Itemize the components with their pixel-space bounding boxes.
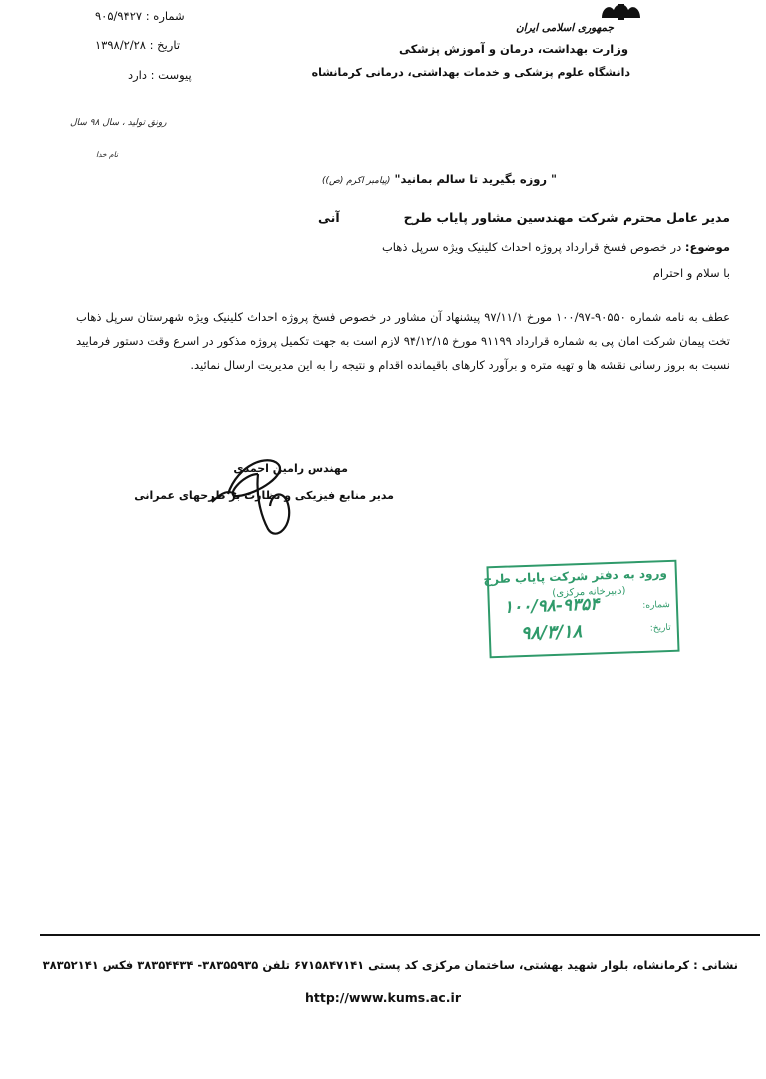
stamp-date-value: ۹۸/۳/۱۸ (520, 621, 583, 645)
letter-attachment (128, 68, 192, 82)
letter-date-label: تاریخ : (149, 38, 181, 52)
letter-attachment-value: دارد (128, 68, 147, 82)
signatory-name: مهندس رامین احمدی (233, 462, 348, 475)
subject-label: موضوع: (684, 240, 730, 254)
letter-attachment-label: پیوست : (150, 68, 192, 82)
letter-number-value: ۹۰۵/۹۴۲۷ (95, 9, 143, 23)
recipient: مدیر عامل محترم شرکت مهندسین مشاور پایاب طرح (403, 210, 730, 225)
letter-body: عطف به نامه شماره ۹۰۵۵۰-۱۰۰/۹۷ مورخ ۹۷/۱۱/۱ پیشنهاد آن مشاور در خصوص فسخ پروژه احداث کلینیک ویژه شهرستان سرپل ذهاب تخت پیمان شرکت امان پی به شماره قرارداد ۹۱۱۹۹ مورخ ۹۴/۱۲/۱۵ لازم است به جهت تکمیل پروژه مذکور در اسرع وقت دستور فرمایید نسبت به بروز رسانی نقشه ها و تهیه متره و برآورد کارهای باقیمانده اقدام و نتیجه را به این مدیریت ارسال نمائید. (76, 310, 730, 372)
header-university: دانشگاه علوم پزشکی و خدمات بهداشتی، درمانی کرمانشاه (311, 66, 630, 79)
subject (382, 240, 730, 254)
letter-date-value: ۱۳۹۸/۲/۲۸ (95, 38, 146, 52)
handwritten-note-2: نام خدا (96, 150, 119, 159)
emblem-icon (598, 2, 644, 22)
motto-text: " روزه بگیرید تا سالم بمانید" (394, 172, 558, 186)
header-ministry: وزارت بهداشت، درمان و آموزش پزشکی (398, 42, 628, 56)
motto-source: (پیامبر اکرم (ص)) (322, 176, 391, 186)
letter-date (95, 38, 180, 52)
motto (322, 172, 557, 186)
stamp-number-label: شماره: (642, 599, 671, 611)
stamp-date-label: تاریخ: (649, 622, 671, 634)
handwritten-signature-icon (198, 434, 318, 542)
footer-address: نشانی : کرمانشاه، بلوار شهید بهشتی، ساختمان مرکزی کد پستی ۶۷۱۵۸۴۷۱۴۱ تلفن ۳۸۳۵۵۹۳۵- ۳۸۳۵۴۴۳۴ فکس ۳۸۳۵۲۱۴۱ (42, 958, 738, 972)
stamp-line-1: ورود به دفتر شرکت پایاب طرح (483, 566, 668, 587)
letter-number-label: شماره : (145, 9, 185, 23)
footer-url: http://www.kums.ac.ir (305, 990, 461, 1005)
stamp-line-2: (دبیرخانه مرکزی) (552, 585, 626, 600)
footer-divider (40, 934, 760, 936)
header-country: جمهوری اسلامی ایران (515, 22, 614, 34)
signatory-title: مدیر منابع فیزیکی و نظارت بر طرحهای عمرانی (134, 489, 394, 502)
greeting: با سلام و احترام (652, 266, 730, 280)
letter-number (95, 9, 185, 23)
subject-text: در خصوص فسخ قرارداد پروژه احداث کلینیک ویژه سرپل ذهاب (381, 240, 682, 254)
reception-stamp (483, 560, 679, 659)
urgency-label: آنی (318, 210, 340, 225)
stamp-number-value: ۱۰۰/۹۸-۹۳۵۴ (503, 594, 600, 618)
handwritten-note-1: رونق تولید ، سال ۹۸ سال (70, 118, 167, 128)
